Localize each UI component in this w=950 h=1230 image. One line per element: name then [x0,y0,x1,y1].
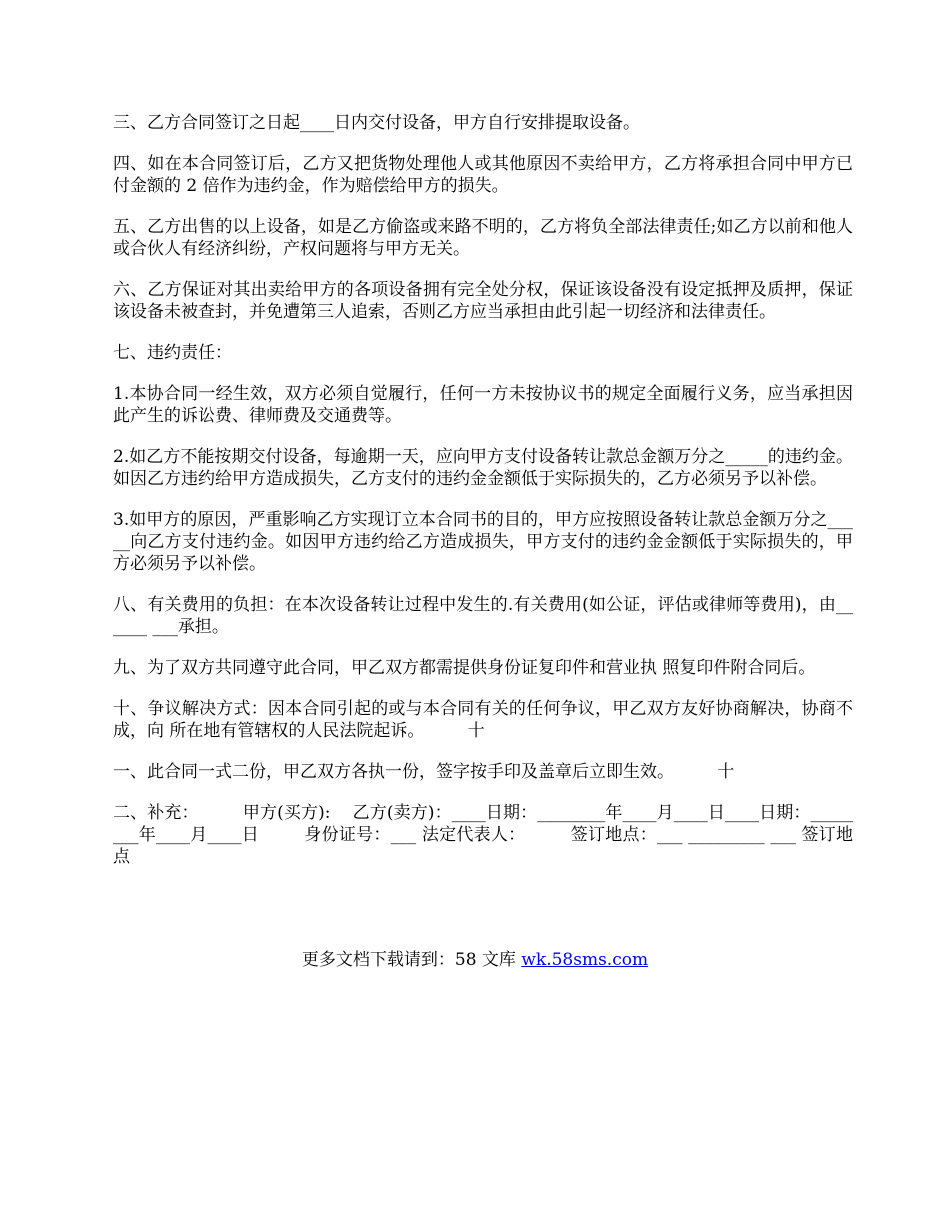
clause-seven-item-3: 3.如甲方的原因，严重影响乙方实现订立本合同书的目的，甲方应按照设备转让款总金额万分之_____向乙方支付违约金。如因甲方违约给乙方造成损失，甲方支付的违约金金额低于实际损失的，甲方必须另予以补偿。 [113,510,853,574]
clause-three: 三、乙方合同签订之日起____日内交付设备，甲方自行安排提取设备。 [113,113,640,133]
clause-eight: 八、有关费用的负担：在本次设备转让过程中发生的.有关费用(如公证，评估或律师等费用)，由______ ___承担。 [113,595,853,637]
clause-ten: 十、争议解决方式：因本合同引起的或与本合同有关的任何争议，甲乙双方友好协商解决，协商不成，向 所在地有管辖权的人民法院起诉。 十 [113,699,853,741]
clause-seven-heading: 七、违约责任： [113,343,232,363]
clause-twelve-signatures: 二、补充： 甲方(买方): 乙方(卖方)：____日期：________年____月____日____日期：________年____月____日 身份证号：___ 法定代表人： 签订地点：___ _________ ___ 签订地点 [113,803,853,867]
clause-six: 六、乙方保证对其出卖给甲方的各项设备拥有完全处分权，保证该设备没有设定抵押及质押，保证该设备未被查封，并免遭第三人追索，否则乙方应当承担由此引起一切经济和法律责任。 [113,280,853,322]
clause-four: 四、如在本合同签订后，乙方又把货物处理他人或其他原因不卖给甲方，乙方将承担合同中甲方已付金额的 2 倍作为违约金，作为赔偿给甲方的损失。 [113,154,853,196]
download-footer [0,949,950,971]
website-link[interactable]: wk.58sms.com [521,950,649,970]
clause-five: 五、乙方出售的以上设备，如是乙方偷盗或来路不明的，乙方将负全部法律责任;如乙方以前和他人或合伙人有经济纠纷，产权问题将与甲方无关。 [113,217,853,259]
clause-seven-item-1: 1.本协合同一经生效，双方必须自觉履行，任何一方未按协议书的规定全面履行义务，应当承担因此产生的诉讼费、律师费及交通费等。 [113,384,853,426]
document-body [113,112,853,887]
clause-nine: 九、为了双方共同遵守此合同，甲乙双方都需提供身份证复印件和营业执 照复印件附合同后。 [113,658,816,678]
footer-text: 更多文档下载请到：58 文库 [301,950,522,970]
clause-seven-item-2: 2.如乙方不能按期交付设备，每逾期一天，应向甲方支付设备转让款总金额万分之_____的违约金。如因乙方违约给甲方造成损失，乙方支付的违约金金额低于实际损失的，乙方必须另予以补偿。 [113,447,853,489]
clause-eleven: 一、此合同一式二份，甲乙双方各执一份，签字按手印及盖章后立即生效。 十 [113,762,735,782]
